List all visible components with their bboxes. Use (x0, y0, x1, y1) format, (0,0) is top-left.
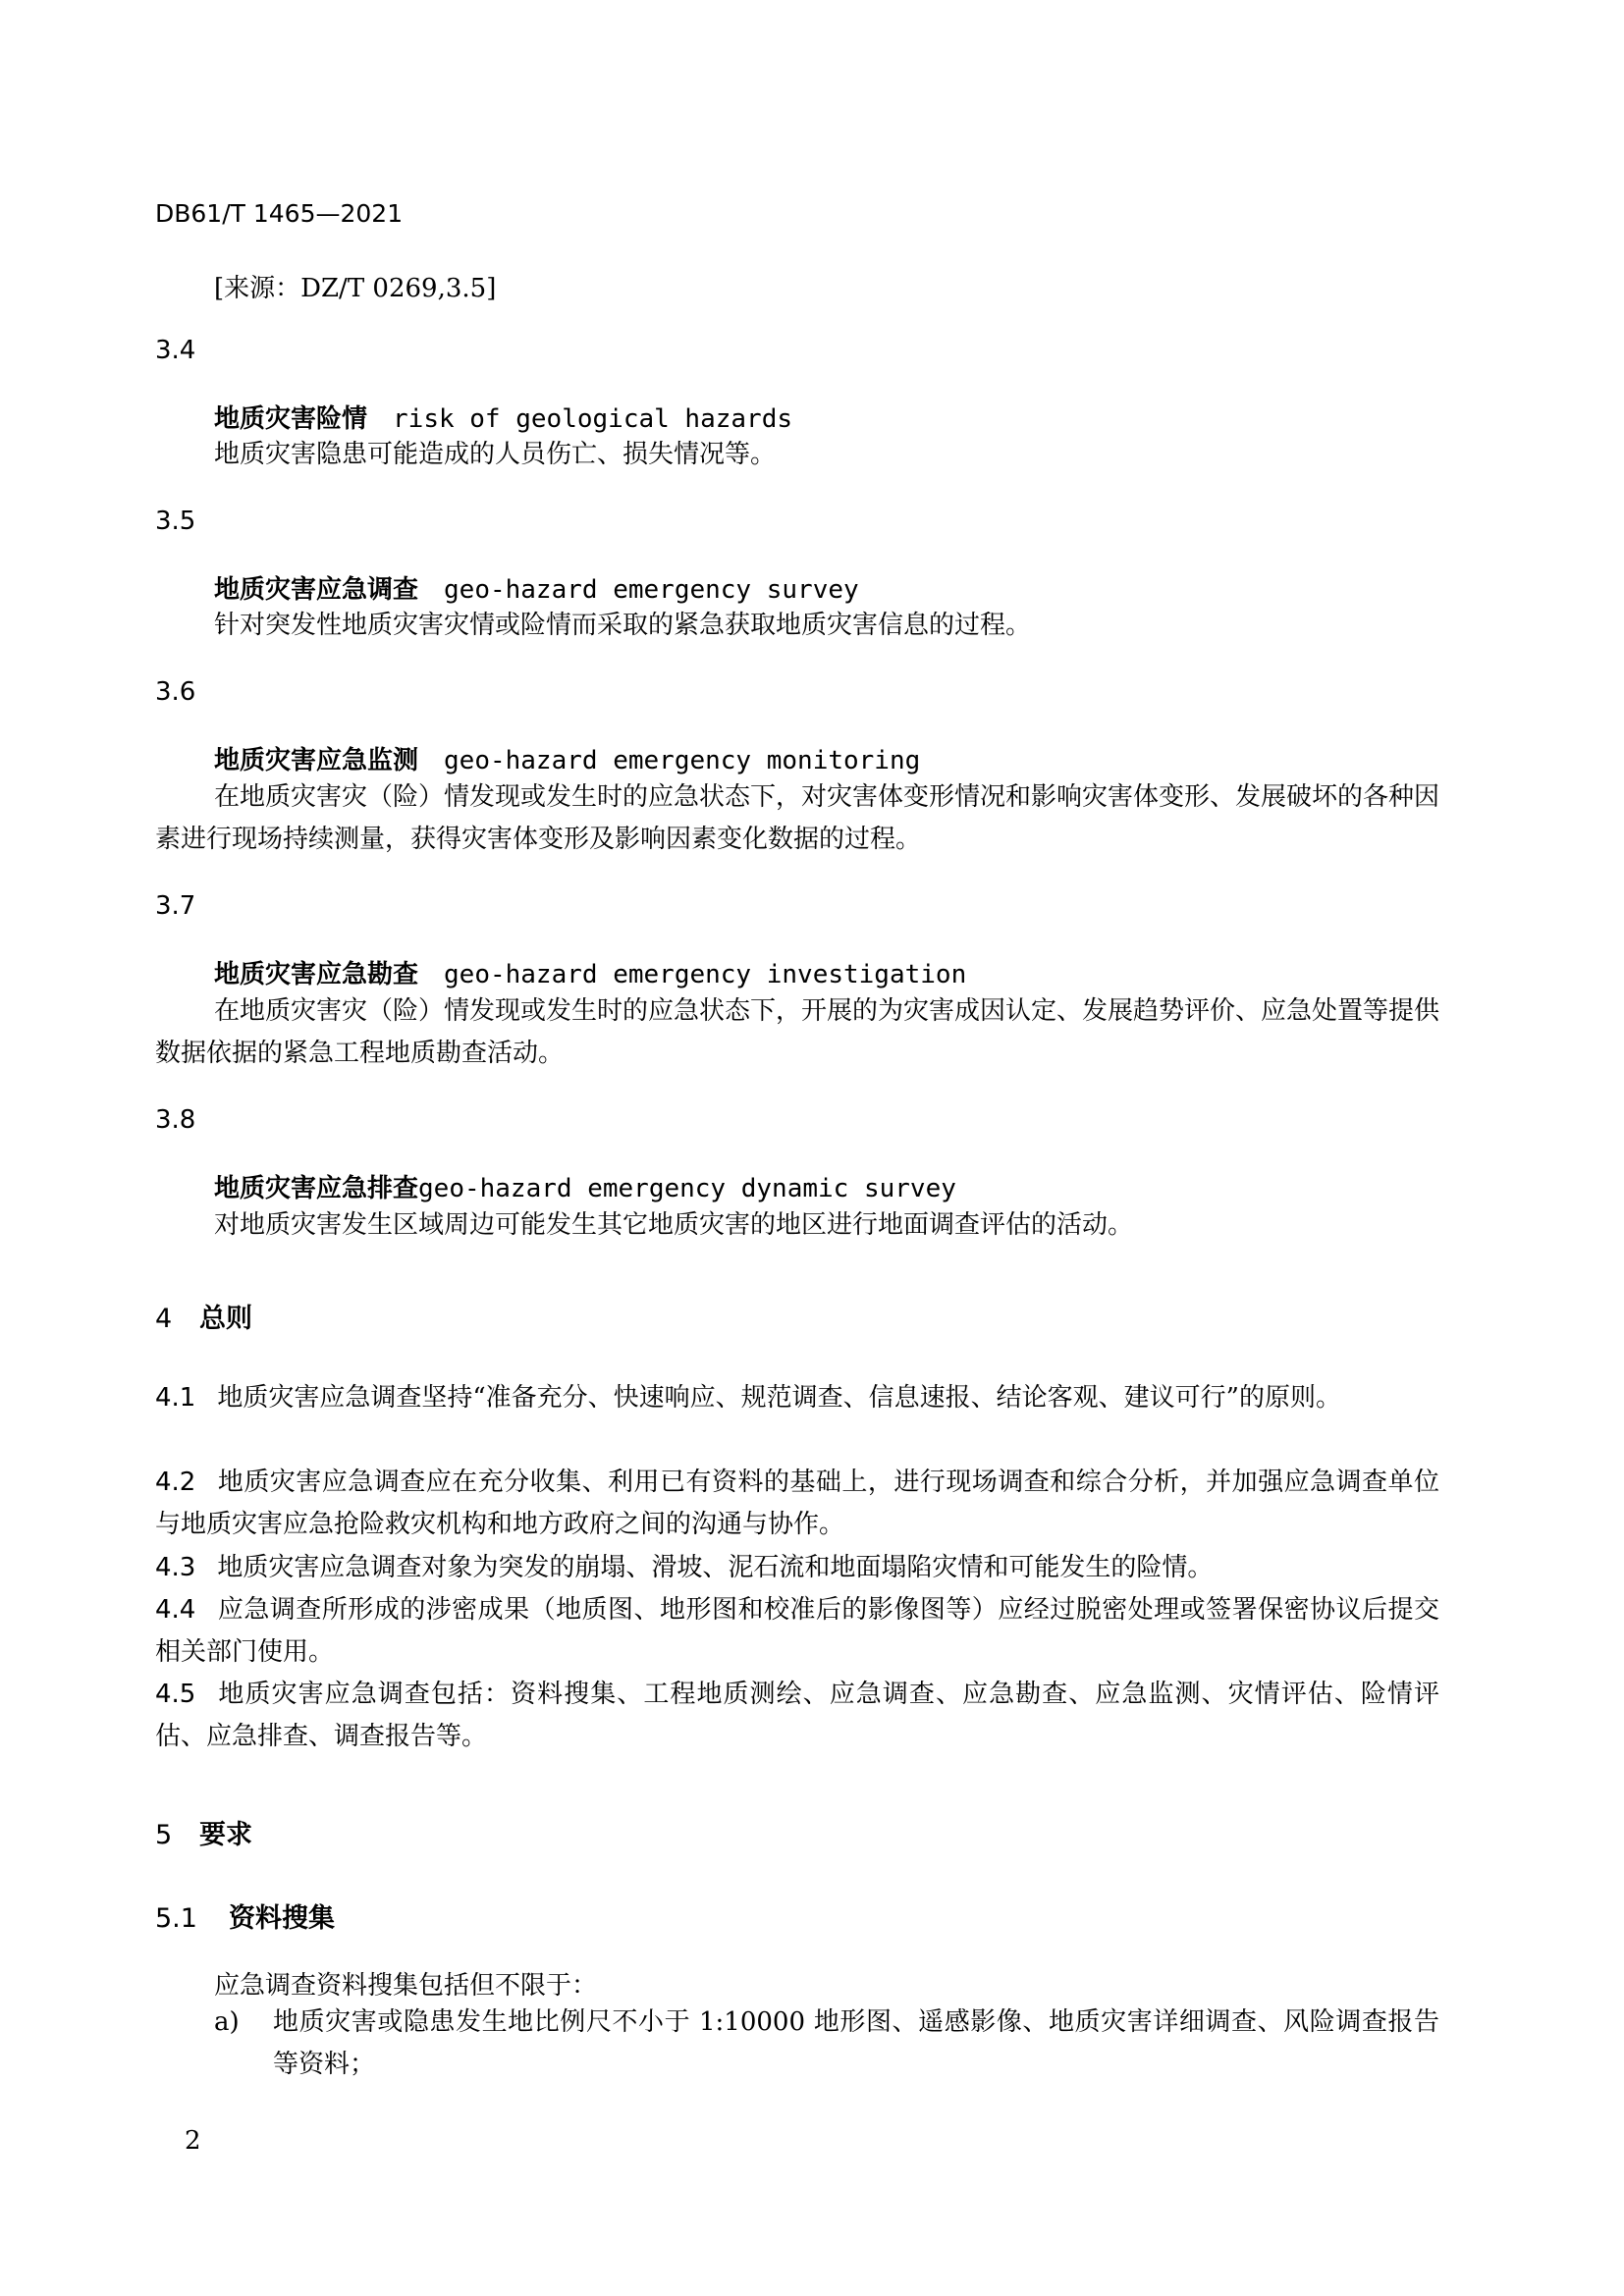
term-chinese: 地质灾害应急排查 (214, 1174, 419, 1203)
clause-text: 地质灾害应急调查应在充分收集、利用已有资料的基础上，进行现场调查和综合分析，并加强应急调查单位与地质灾害应急抢险救灾机构和地方政府之间的沟通与协作。 (155, 1468, 1439, 1539)
term-english: geo-hazard emergency dynamic survey (418, 1174, 956, 1203)
section-heading (155, 1813, 252, 1851)
clause-number: 4.2 (155, 1468, 196, 1497)
section-title: 总则 (199, 1304, 252, 1334)
term-definition: 在地质灾害灾（险）情发现或发生时的应急状态下，开展的为灾害成因认定、发展趋势评价、应急处置等提供数据依据的紧急工程地质勘查活动。 (155, 996, 1440, 1068)
list-item (214, 2002, 1439, 2086)
term-english: risk of geological hazards (393, 404, 793, 434)
clause-4-4 (155, 1589, 1439, 1674)
clause-number: 4.4 (155, 1595, 196, 1625)
term-chinese: 地质灾害应急监测 (214, 746, 419, 775)
term-english: geo-hazard emergency survey (444, 575, 859, 605)
section-heading (155, 1297, 252, 1335)
term-chinese: 地质灾害应急勘查 (214, 960, 419, 989)
term-chinese: 地质灾害险情 (214, 404, 368, 434)
clause-text: 地质灾害应急调查坚持“准备充分、快速响应、规范调查、信息速报、结论客观、建议可行”的原则。 (217, 1383, 1341, 1413)
term-heading (214, 740, 920, 776)
term-heading (214, 1168, 956, 1204)
clause-number: 4.1 (155, 1383, 196, 1413)
source-note: [来源：DZ/T 0269,3.5] (214, 274, 497, 303)
clause-4-5 (155, 1674, 1439, 1758)
list-intro: 应急调查资料搜集包括但不限于： (214, 1971, 598, 2001)
term-english: geo-hazard emergency monitoring (444, 746, 921, 775)
clause-4-1 (155, 1377, 1439, 1419)
term-number: 3.4 (155, 336, 196, 365)
term-number: 3.7 (155, 891, 196, 921)
term-definition: 对地质灾害发生区域周边可能发生其它地质灾害的地区进行地面调查评估的活动。 (214, 1210, 1134, 1240)
clause-4-3 (155, 1547, 1439, 1589)
clause-4-2 (155, 1462, 1439, 1546)
section-number: 5 (155, 1820, 173, 1850)
term-number: 3.5 (155, 507, 196, 536)
clause-number: 4.3 (155, 1553, 196, 1582)
list-marker: a) (214, 2007, 240, 2037)
term-english: geo-hazard emergency investigation (444, 960, 967, 989)
clause-number: 4.5 (155, 1680, 196, 1709)
term-heading (214, 954, 966, 990)
clause-text: 地质灾害应急调查对象为突发的崩塌、滑坡、泥石流和地面塌陷灾情和可能发生的险情。 (217, 1553, 1214, 1582)
term-heading (214, 569, 859, 606)
term-number: 3.6 (155, 677, 196, 707)
term-heading (214, 399, 792, 435)
term-definition: 针对突发性地质灾害灾情或险情而采取的紧急获取地质灾害信息的过程。 (214, 611, 1032, 640)
term-definition: 地质灾害隐患可能造成的人员伤亡、损失情况等。 (214, 440, 777, 469)
clause-text: 地质灾害应急调查包括：资料搜集、工程地质测绘、应急调查、应急勘查、应急监测、灾情评估、险情评估、应急排查、调查报告等。 (155, 1680, 1439, 1751)
term-definition: 在地质灾害灾（险）情发现或发生时的应急状态下，对灾害体变形情况和影响灾害体变形、发展破坏的各种因素进行现场持续测量，获得灾害体变形及影响因素变化数据的过程。 (155, 782, 1440, 854)
document-code-header: DB61/T 1465—2021 (155, 199, 404, 228)
page-number: 2 (185, 2126, 201, 2156)
term-number: 3.8 (155, 1105, 196, 1135)
subsection-number: 5.1 (155, 1903, 197, 1934)
list-item-text: 地质灾害或隐患发生地比例尺不小于 1:10000 地形图、遥感影像、地质灾害详细调查、风险调查报告等资料； (273, 2007, 1439, 2079)
term-chinese: 地质灾害应急调查 (214, 575, 419, 605)
section-number: 4 (155, 1304, 173, 1334)
section-title: 要求 (199, 1820, 252, 1850)
subsection-title: 资料搜集 (229, 1903, 335, 1934)
clause-text: 应急调查所形成的涉密成果（地质图、地形图和校准后的影像图等）应经过脱密处理或签署保密协议后提交相关部门使用。 (155, 1595, 1439, 1667)
subsection-heading (155, 1896, 335, 1935)
